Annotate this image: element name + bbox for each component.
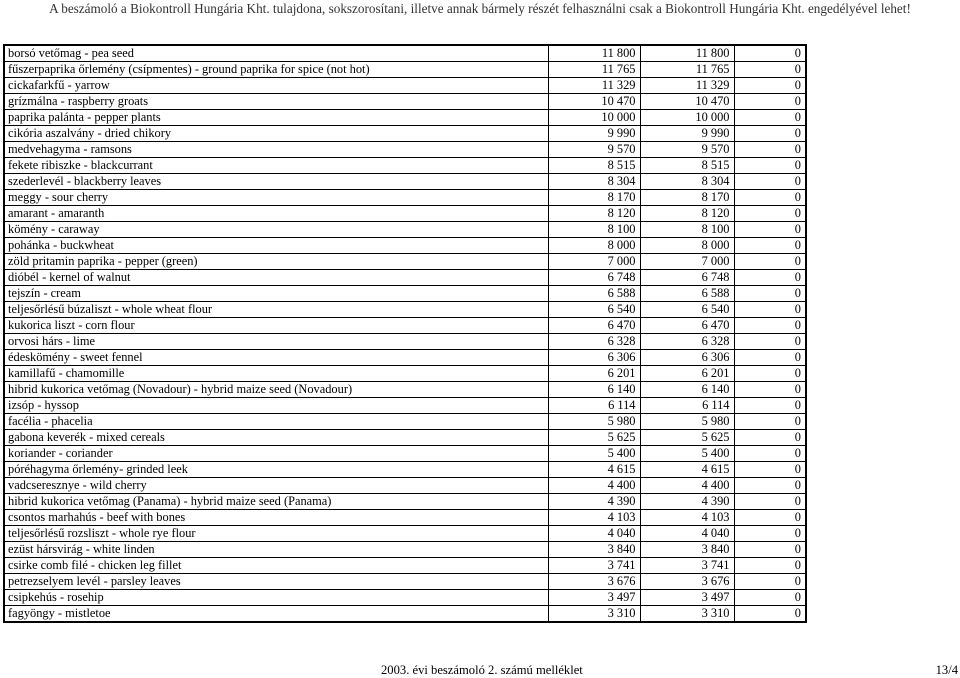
quantity-cell: 3 741 <box>548 558 640 574</box>
quantity-cell: 6 114 <box>640 398 734 414</box>
quantity-cell: 4 615 <box>548 462 640 478</box>
quantity-cell: 5 625 <box>548 430 640 446</box>
table-row <box>4 494 806 510</box>
product-name-cell: kukorica liszt - corn flour <box>4 318 548 334</box>
difference-cell: 0 <box>734 350 806 366</box>
quantity-cell: 6 540 <box>548 302 640 318</box>
table-row <box>4 270 806 286</box>
quantity-cell: 4 390 <box>548 494 640 510</box>
table-row <box>4 238 806 254</box>
product-name-cell: dióbél - kernel of walnut <box>4 270 548 286</box>
quantity-cell: 6 328 <box>640 334 734 350</box>
difference-cell: 0 <box>734 158 806 174</box>
table-row <box>4 126 806 142</box>
quantity-cell: 10 000 <box>548 110 640 126</box>
table-row <box>4 142 806 158</box>
difference-cell: 0 <box>734 590 806 606</box>
table-row <box>4 318 806 334</box>
product-name-cell: hibrid kukorica vetőmag (Panama) - hybrid maize seed (Panama) <box>4 494 548 510</box>
product-name-cell: kömény - caraway <box>4 222 548 238</box>
difference-cell: 0 <box>734 414 806 430</box>
product-name-cell: szederlevél - blackberry leaves <box>4 174 548 190</box>
quantity-cell: 4 103 <box>548 510 640 526</box>
table-row <box>4 62 806 78</box>
product-name-cell: amarant - amaranth <box>4 206 548 222</box>
product-name-cell: gabona keverék - mixed cereals <box>4 430 548 446</box>
product-name-cell: grízmálna - raspberry groats <box>4 94 548 110</box>
product-name-cell: paprika palánta - pepper plants <box>4 110 548 126</box>
difference-cell: 0 <box>734 510 806 526</box>
quantity-cell: 10 000 <box>640 110 734 126</box>
difference-cell: 0 <box>734 190 806 206</box>
quantity-cell: 8 100 <box>548 222 640 238</box>
quantity-cell: 5 980 <box>548 414 640 430</box>
table-row <box>4 398 806 414</box>
quantity-cell: 6 328 <box>548 334 640 350</box>
difference-cell: 0 <box>734 478 806 494</box>
quantity-cell: 6 140 <box>640 382 734 398</box>
quantity-cell: 6 540 <box>640 302 734 318</box>
quantity-cell: 11 800 <box>548 45 640 62</box>
quantity-cell: 8 000 <box>640 238 734 254</box>
quantity-cell: 6 748 <box>548 270 640 286</box>
table-row <box>4 510 806 526</box>
product-name-cell: medvehagyma - ramsons <box>4 142 548 158</box>
quantity-cell: 6 588 <box>640 286 734 302</box>
product-name-cell: orvosi hárs - lime <box>4 334 548 350</box>
table-row <box>4 78 806 94</box>
quantity-cell: 10 470 <box>548 94 640 110</box>
quantity-cell: 4 390 <box>640 494 734 510</box>
product-name-cell: meggy - sour cherry <box>4 190 548 206</box>
quantity-cell: 5 400 <box>640 446 734 462</box>
difference-cell: 0 <box>734 206 806 222</box>
difference-cell: 0 <box>734 558 806 574</box>
difference-cell: 0 <box>734 286 806 302</box>
table-row <box>4 446 806 462</box>
quantity-cell: 11 329 <box>640 78 734 94</box>
difference-cell: 0 <box>734 446 806 462</box>
difference-cell: 0 <box>734 382 806 398</box>
quantity-cell: 11 765 <box>548 62 640 78</box>
table-row <box>4 462 806 478</box>
table-row <box>4 302 806 318</box>
product-name-cell: kamillafű - chamomille <box>4 366 548 382</box>
product-name-cell: csipkehús - rosehip <box>4 590 548 606</box>
quantity-cell: 6 201 <box>548 366 640 382</box>
difference-cell: 0 <box>734 222 806 238</box>
product-name-cell: facélia - phacelia <box>4 414 548 430</box>
difference-cell: 0 <box>734 526 806 542</box>
table-row <box>4 286 806 302</box>
quantity-cell: 6 470 <box>640 318 734 334</box>
quantity-cell: 8 515 <box>548 158 640 174</box>
quantity-cell: 9 570 <box>548 142 640 158</box>
product-name-cell: teljesőrlésű rozsliszt - whole rye flour <box>4 526 548 542</box>
product-name-cell: hibrid kukorica vetőmag (Novadour) - hybrid maize seed (Novadour) <box>4 382 548 398</box>
quantity-cell: 6 140 <box>548 382 640 398</box>
quantity-cell: 9 990 <box>640 126 734 142</box>
product-name-cell: koriander - coriander <box>4 446 548 462</box>
difference-cell: 0 <box>734 318 806 334</box>
table-row <box>4 350 806 366</box>
quantity-cell: 8 515 <box>640 158 734 174</box>
table-row <box>4 206 806 222</box>
difference-cell: 0 <box>734 142 806 158</box>
quantity-cell: 9 570 <box>640 142 734 158</box>
table-row <box>4 174 806 190</box>
product-name-cell: petrezselyem levél - parsley leaves <box>4 574 548 590</box>
difference-cell: 0 <box>734 62 806 78</box>
quantity-cell: 6 306 <box>548 350 640 366</box>
product-name-cell: fűszerpaprika őrlemény (csípmentes) - ground paprika for spice (not hot) <box>4 62 548 78</box>
quantity-cell: 4 040 <box>640 526 734 542</box>
quantity-cell: 3 310 <box>640 606 734 623</box>
quantity-cell: 8 304 <box>548 174 640 190</box>
table-row <box>4 414 806 430</box>
quantity-cell: 4 040 <box>548 526 640 542</box>
table-row <box>4 158 806 174</box>
quantity-cell: 8 000 <box>548 238 640 254</box>
quantity-cell: 7 000 <box>640 254 734 270</box>
difference-cell: 0 <box>734 126 806 142</box>
quantity-cell: 8 120 <box>640 206 734 222</box>
table-row <box>4 558 806 574</box>
product-name-cell: izsóp - hyssop <box>4 398 548 414</box>
difference-cell: 0 <box>734 94 806 110</box>
quantity-cell: 3 310 <box>548 606 640 623</box>
difference-cell: 0 <box>734 494 806 510</box>
quantity-cell: 8 170 <box>548 190 640 206</box>
difference-cell: 0 <box>734 366 806 382</box>
table-row <box>4 526 806 542</box>
product-name-cell: fagyöngy - mistletoe <box>4 606 548 623</box>
difference-cell: 0 <box>734 174 806 190</box>
quantity-cell: 6 588 <box>548 286 640 302</box>
quantity-cell: 3 676 <box>640 574 734 590</box>
difference-cell: 0 <box>734 606 806 623</box>
table-row <box>4 574 806 590</box>
quantity-cell: 11 329 <box>548 78 640 94</box>
table-row <box>4 45 806 62</box>
product-name-cell: édeskömény - sweet fennel <box>4 350 548 366</box>
difference-cell: 0 <box>734 302 806 318</box>
product-name-cell: cikória aszalvány - dried chikory <box>4 126 548 142</box>
difference-cell: 0 <box>734 334 806 350</box>
quantity-cell: 6 306 <box>640 350 734 366</box>
quantity-cell: 5 980 <box>640 414 734 430</box>
difference-cell: 0 <box>734 254 806 270</box>
table-row <box>4 382 806 398</box>
quantity-cell: 11 765 <box>640 62 734 78</box>
quantity-cell: 8 304 <box>640 174 734 190</box>
difference-cell: 0 <box>734 270 806 286</box>
page-number: 13/4 <box>935 663 958 677</box>
quantity-cell: 6 201 <box>640 366 734 382</box>
product-name-cell: póréhagyma őrlemény- grinded leek <box>4 462 548 478</box>
table-row <box>4 430 806 446</box>
table-row <box>4 478 806 494</box>
table-row <box>4 94 806 110</box>
difference-cell: 0 <box>734 398 806 414</box>
difference-cell: 0 <box>734 78 806 94</box>
quantity-cell: 3 840 <box>640 542 734 558</box>
quantity-cell: 10 470 <box>640 94 734 110</box>
quantity-cell: 4 615 <box>640 462 734 478</box>
table-row <box>4 542 806 558</box>
product-table-body <box>4 45 806 622</box>
quantity-cell: 8 120 <box>548 206 640 222</box>
difference-cell: 0 <box>734 574 806 590</box>
quantity-cell: 8 100 <box>640 222 734 238</box>
quantity-cell: 7 000 <box>548 254 640 270</box>
difference-cell: 0 <box>734 462 806 478</box>
difference-cell: 0 <box>734 430 806 446</box>
quantity-cell: 3 497 <box>640 590 734 606</box>
table-row <box>4 110 806 126</box>
product-name-cell: cickafarkfű - yarrow <box>4 78 548 94</box>
quantity-cell: 3 497 <box>548 590 640 606</box>
quantity-cell: 6 748 <box>640 270 734 286</box>
difference-cell: 0 <box>734 542 806 558</box>
table-row <box>4 366 806 382</box>
product-name-cell: pohánka - buckwheat <box>4 238 548 254</box>
quantity-cell: 6 470 <box>548 318 640 334</box>
table-row <box>4 254 806 270</box>
table-row <box>4 334 806 350</box>
quantity-cell: 4 103 <box>640 510 734 526</box>
product-name-cell: teljesőrlésű búzaliszt - whole wheat flour <box>4 302 548 318</box>
difference-cell: 0 <box>734 238 806 254</box>
product-name-cell: borsó vetőmag - pea seed <box>4 45 548 62</box>
quantity-cell: 9 990 <box>548 126 640 142</box>
quantity-cell: 6 114 <box>548 398 640 414</box>
quantity-cell: 3 741 <box>640 558 734 574</box>
quantity-cell: 4 400 <box>548 478 640 494</box>
product-name-cell: ezüst hársvirág - white linden <box>4 542 548 558</box>
quantity-cell: 4 400 <box>640 478 734 494</box>
quantity-cell: 11 800 <box>640 45 734 62</box>
product-name-cell: vadcseresznye - wild cherry <box>4 478 548 494</box>
table-row <box>4 606 806 623</box>
product-table <box>3 44 807 623</box>
difference-cell: 0 <box>734 110 806 126</box>
quantity-cell: 3 676 <box>548 574 640 590</box>
table-row <box>4 190 806 206</box>
footer-title: 2003. évi beszámoló 2. számú melléklet <box>381 663 583 677</box>
product-name-cell: fekete ribiszke - blackcurrant <box>4 158 548 174</box>
table-row <box>4 222 806 238</box>
quantity-cell: 5 625 <box>640 430 734 446</box>
product-name-cell: csirke comb filé - chicken leg fillet <box>4 558 548 574</box>
product-name-cell: zöld pritamin paprika - pepper (green) <box>4 254 548 270</box>
quantity-cell: 8 170 <box>640 190 734 206</box>
product-name-cell: tejszín - cream <box>4 286 548 302</box>
difference-cell: 0 <box>734 45 806 62</box>
product-name-cell: csontos marhahús - beef with bones <box>4 510 548 526</box>
quantity-cell: 5 400 <box>548 446 640 462</box>
table-row <box>4 590 806 606</box>
quantity-cell: 3 840 <box>548 542 640 558</box>
copyright-notice: A beszámoló a Biokontroll Hungária Kht. tulajdona, sokszorosítani, illetve annak bármely részét felhasználni csak a Biokontroll Hungária Kht. engedélyével lehet! <box>49 1 911 16</box>
